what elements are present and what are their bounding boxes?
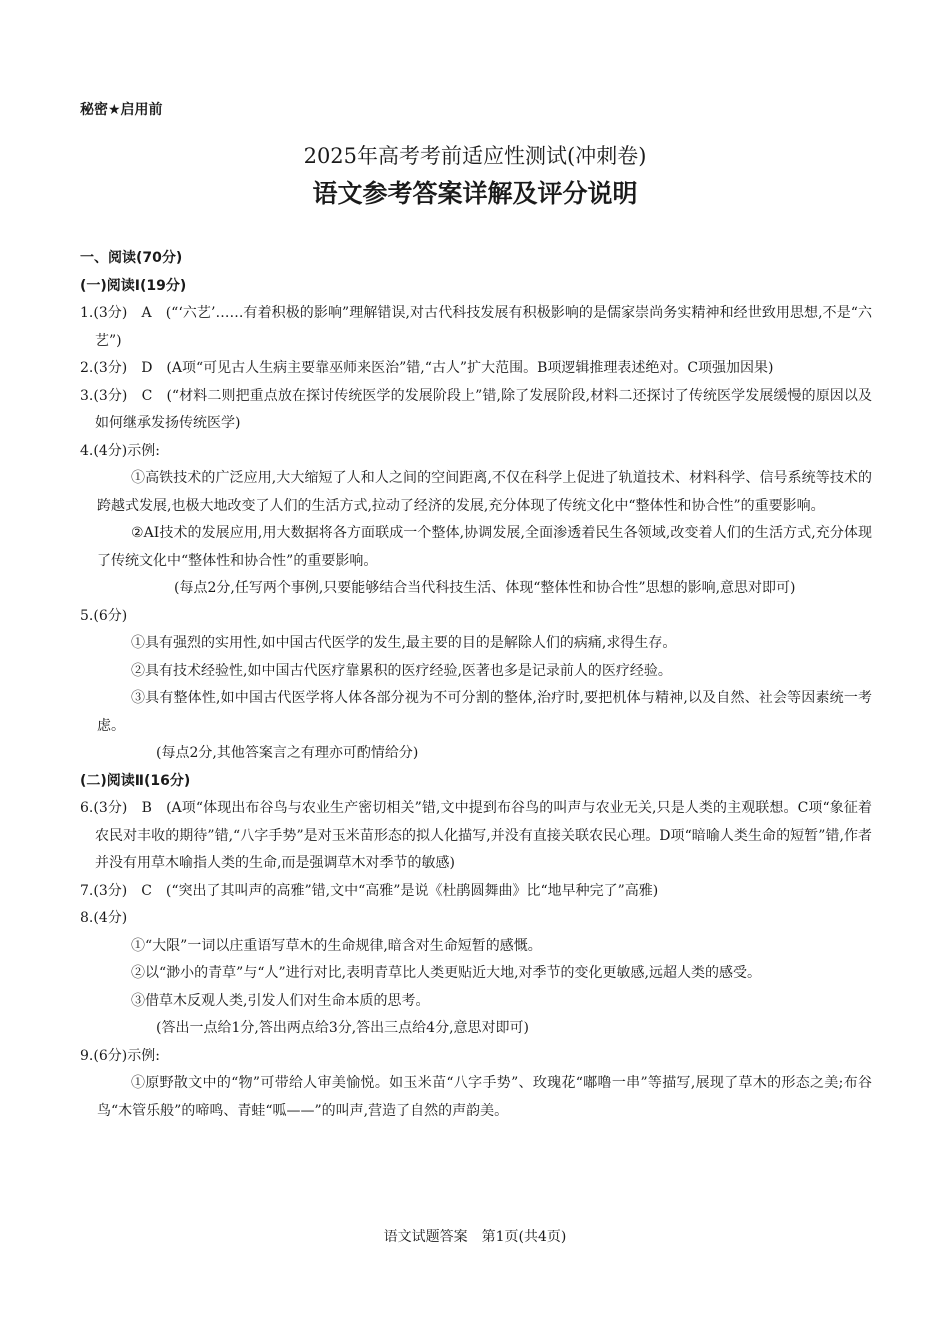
answer-q2: 2.(3分) D (A项“可见古人生病主要靠巫师来医治”错,“古人”扩大范围。B项逻辑推理表述绝对。C项强加因果) <box>80 360 774 376</box>
answer-q8-scoring-note: (答出一点给1分,答出两点给3分,答出三点给4分,意思对即可) <box>156 1020 529 1036</box>
answer-q8-point3: ③借草木反观人类,引发人们对生命本质的思考。 <box>131 992 430 1009</box>
answer-q5-point1: ①具有强烈的实用性,如中国古代医学的发生,最主要的目的是解除人们的病痛,求得生存。 <box>131 635 677 651</box>
document-subtitle: 语文参考答案详解及评分说明 <box>312 179 638 208</box>
answer-q4-point2: ②AI技术的发展应用,用大数据将各方面联成一个整体,协调发展,全面渗透着民生各领域,改变着人们的生活方式,充分体现了传统文化中“整体性和协合性”的重要影响。 <box>97 525 872 569</box>
answer-q3: 3.(3分) C (“材料二则把重点放在探讨传统医学的发展阶段上”错,除了发展阶段,材料二还探讨了传统医学发展缓慢的原因以及如何继承发扬传统医学) <box>80 387 872 431</box>
answer-q4-scoring-note: (每点2分,任写两个事例,只要能够结合当代科技生活、体现“整体性和协合性”思想的影响,意思对即可) <box>174 580 796 596</box>
answer-q4-head: 4.(4分)示例: <box>80 442 160 459</box>
answer-q6: 6.(3分) B (A项“体现出布谷鸟与农业生产密切相关”错,文中提到布谷鸟的叫声与农业无关,只是人类的主观联想。C项“象征着农民对丰收的期待”错,“八字手势”是对玉米苗形态的拟人化描写,并没有直接关联农民心理。D项“暗喻人类生命的短暂”错,作者并没有用草木喻指人类的生命,而是强调草木对季节的敏感) <box>80 800 872 871</box>
answer-q8-point1: ①“大限”一词以庄重语写草木的生命规律,暗含对生命短暂的感慨。 <box>131 937 542 954</box>
answer-q7: 7.(3分) C (“突出了其叫声的高雅”错,文中“高雅”是说《杜鹃圆舞曲》比“地早种完了”高雅) <box>80 882 659 899</box>
answer-q1: 1.(3分) A (“‘六艺’……有着积极的影响”理解错误,对古代科技发展有积极影响的是儒家崇尚务实精神和经世致用思想,不是“六艺”) <box>80 305 872 349</box>
answer-q4-point1: ①高铁技术的广泛应用,大大缩短了人和人之间的空间距离,不仅在科学上促进了轨道技术、材料科学、信号系统等技术的跨越式发展,也极大地改变了人们的生活方式,拉动了经济的发展,充分体现了传统文化中“整体性和协合性”的重要影响。 <box>97 470 872 514</box>
answer-q5-scoring-note: (每点2分,其他答案言之有理亦可酌情给分) <box>156 745 419 761</box>
confidential-label: 秘密★启用前 <box>80 102 163 118</box>
subsection-heading-reading-2: (二)阅读Ⅱ(16分) <box>80 772 191 789</box>
answer-q5-point2: ②具有技术经验性,如中国古代医疗靠累积的医疗经验,医著也多是记录前人的医疗经验。 <box>131 662 672 679</box>
answer-q5-head: 5.(6分) <box>80 607 128 624</box>
answer-q8-head: 8.(4分) <box>80 910 128 926</box>
answer-q9-head: 9.(6分)示例: <box>80 1047 160 1064</box>
answer-content <box>80 245 872 1125</box>
section-heading-reading: 一、阅读(70分) <box>80 250 183 266</box>
subsection-heading-reading-1: (一)阅读Ⅰ(19分) <box>80 277 187 294</box>
answer-q8-point2: ②以“渺小的青草”与“人”进行对比,表明青草比人类更贴近大地,对季节的变化更敏感,远超人类的感受。 <box>131 965 761 981</box>
page-footer: 语文试题答案 第1页(共4页) <box>383 1229 567 1245</box>
exam-title: 2025年高考考前适应性测试(冲刺卷) <box>303 144 647 168</box>
answer-q9-point1: ①原野散文中的“物”可带给人审美愉悦。如玉米苗“八字手势”、玫瑰花“嘟噜一串”等描写,展现了草木的形态之美;布谷鸟“木管乐般”的啼鸣、青蛙“呱——”的叫声,营造了自然的声韵美。 <box>97 1075 872 1119</box>
answer-q5-point3: ③具有整体性,如中国古代医学将人体各部分视为不可分割的整体,治疗时,要把机体与精神,以及自然、社会等因素统一考虑。 <box>97 690 872 734</box>
